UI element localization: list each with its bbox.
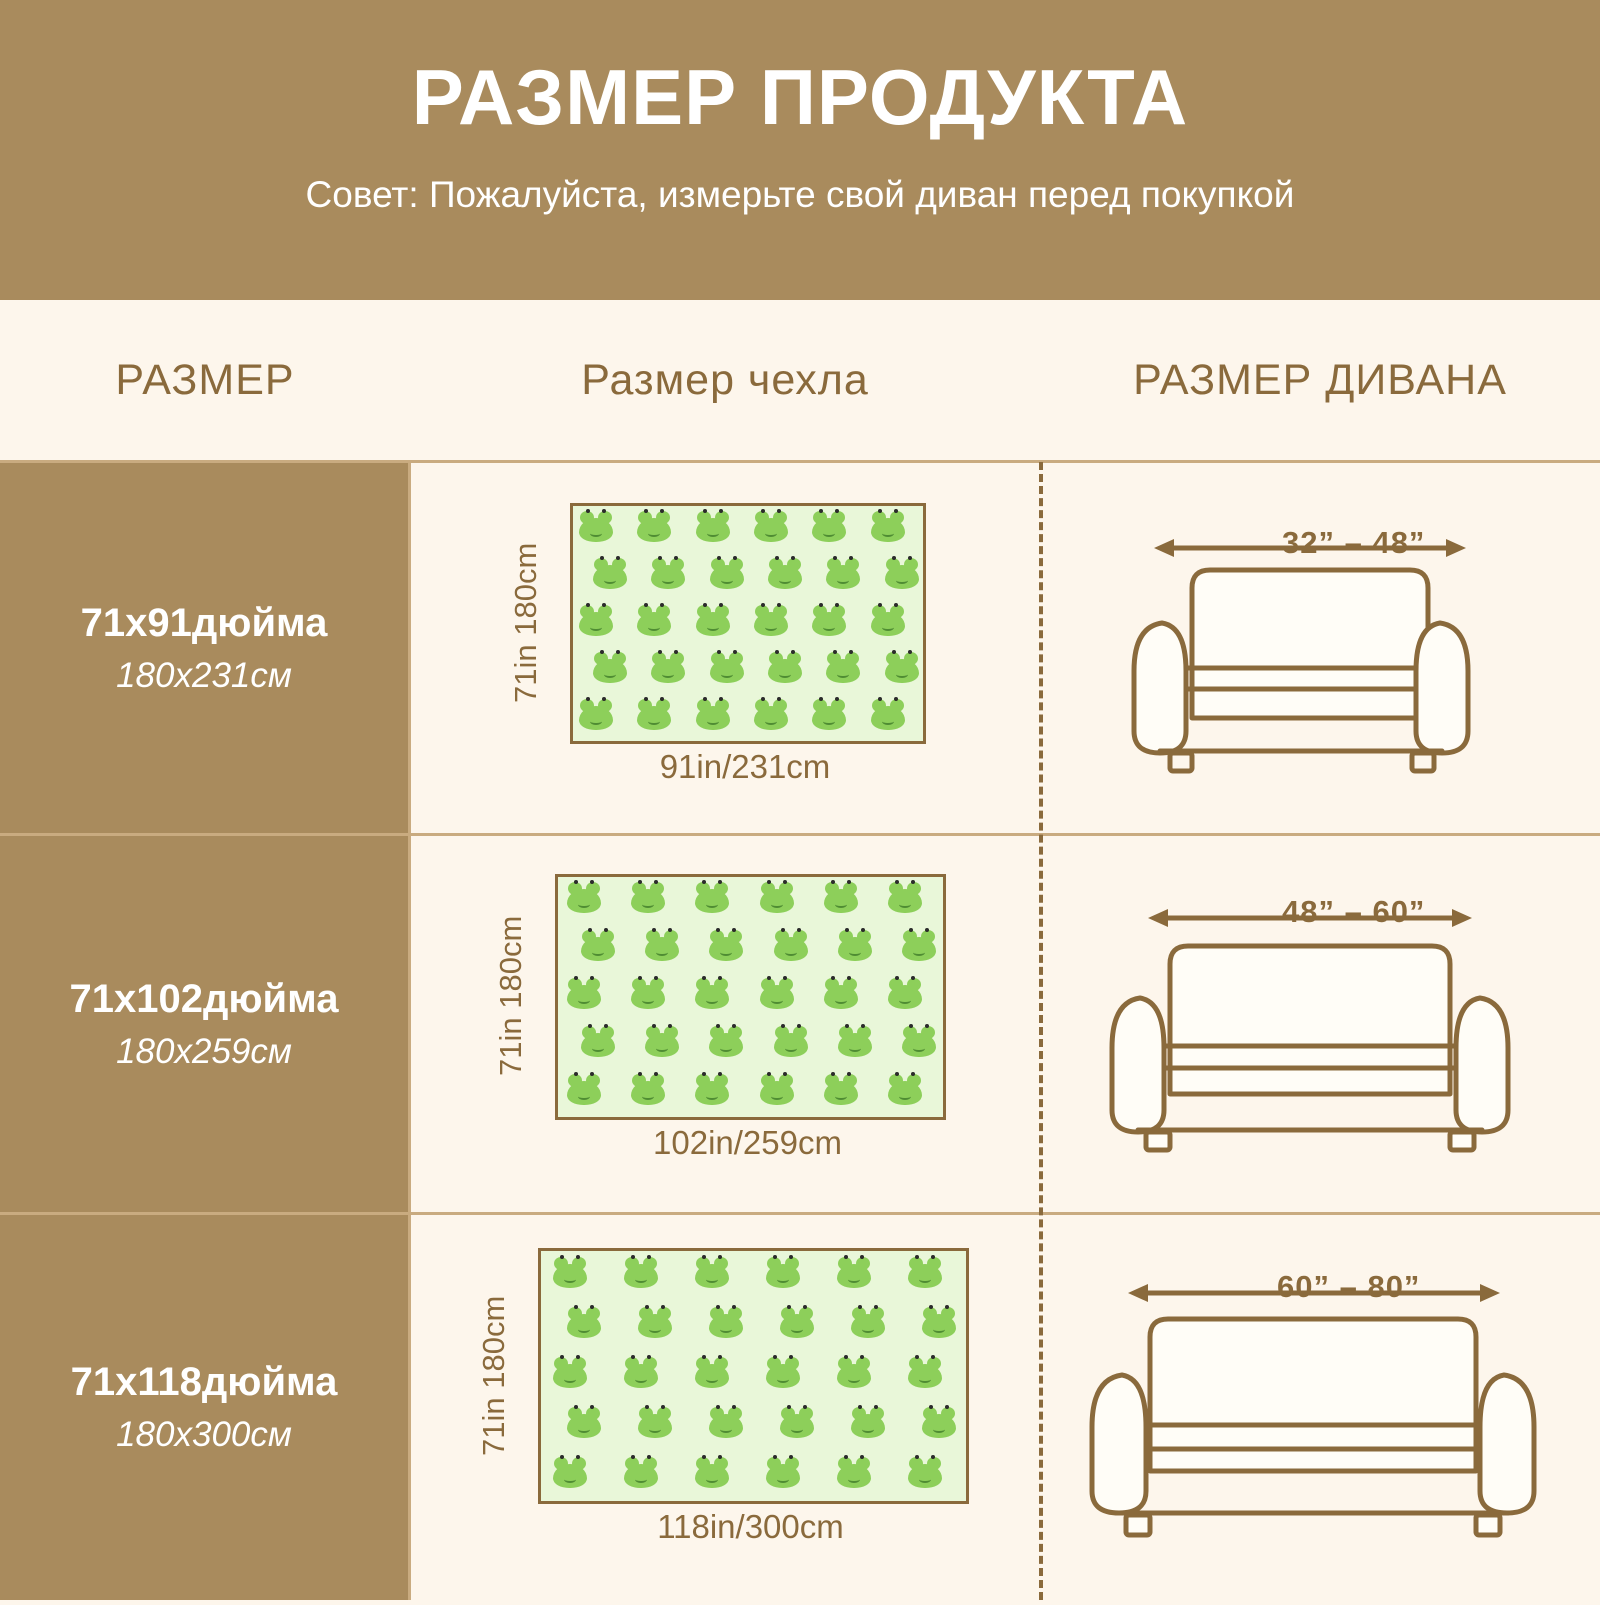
sofa-icon-1 xyxy=(1042,463,1600,833)
cover-rectangle-2 xyxy=(555,874,946,1120)
frog-face-icon xyxy=(895,1451,966,1501)
frog-face-icon xyxy=(683,1351,754,1401)
frog-face-icon xyxy=(686,925,750,973)
size-cm-3: 180x300см xyxy=(116,1415,292,1455)
frog-face-icon xyxy=(754,1301,825,1351)
frog-face-icon xyxy=(541,1351,612,1401)
frog-face-icon xyxy=(683,1401,754,1451)
size-cm-2: 180x259см xyxy=(116,1031,292,1071)
cover-diagram-3 xyxy=(410,1215,1040,1600)
frog-face-icon xyxy=(612,1301,683,1351)
cover-height-label-1: 71in 180cm xyxy=(508,542,543,704)
frog-face-icon xyxy=(806,694,864,741)
frog-face-icon xyxy=(558,973,622,1021)
frog-face-icon xyxy=(622,877,686,925)
sofa-diagram-1 xyxy=(1042,463,1600,833)
cover-diagram-1 xyxy=(410,463,1040,833)
frog-face-icon xyxy=(815,925,879,973)
frog-face-icon xyxy=(748,600,806,647)
frog-face-icon xyxy=(748,506,806,553)
frog-face-icon xyxy=(865,694,923,741)
frog-face-icon xyxy=(631,647,689,694)
frog-face-icon xyxy=(631,506,689,553)
frog-face-icon xyxy=(573,600,631,647)
size-inches-1: 71x91дюйма xyxy=(80,600,328,645)
frog-face-icon xyxy=(612,1351,683,1401)
frog-face-icon xyxy=(750,877,814,925)
sofa-diagram-3 xyxy=(1042,1215,1600,1600)
frog-face-icon xyxy=(558,925,622,973)
frog-face-icon xyxy=(683,1451,754,1501)
frog-face-icon xyxy=(631,694,689,741)
frog-face-icon xyxy=(815,1021,879,1069)
frog-face-icon xyxy=(690,694,748,741)
sofa-width-label-1: 32” – 48” xyxy=(1282,525,1426,560)
frog-face-icon xyxy=(879,877,943,925)
cover-width-label-1: 91in/231cm xyxy=(659,748,831,785)
frog-face-icon xyxy=(573,553,631,600)
frog-face-icon xyxy=(622,925,686,973)
cover-height-label-2: 71in 180cm xyxy=(493,915,528,1077)
frog-face-icon xyxy=(541,1301,612,1351)
frog-face-icon xyxy=(690,647,748,694)
frog-face-icon xyxy=(754,1251,825,1301)
frog-face-icon xyxy=(573,647,631,694)
frog-face-icon xyxy=(622,973,686,1021)
frog-face-icon xyxy=(895,1301,966,1351)
column-header-row xyxy=(0,300,1600,460)
frog-face-icon xyxy=(806,553,864,600)
frog-face-icon xyxy=(750,1021,814,1069)
frog-face-icon xyxy=(748,694,806,741)
frog-face-icon xyxy=(558,877,622,925)
frog-face-icon xyxy=(824,1401,895,1451)
column-header-cover: Размер чехла xyxy=(581,355,869,404)
size-cell-row-3 xyxy=(0,1215,408,1600)
frog-face-icon xyxy=(865,506,923,553)
frog-face-icon xyxy=(690,506,748,553)
frog-face-icon xyxy=(879,973,943,1021)
frog-face-icon xyxy=(815,973,879,1021)
sofa-width-label-3: 60” – 80” xyxy=(1277,1269,1421,1304)
frog-pattern-2 xyxy=(558,877,943,1117)
frog-pattern-1 xyxy=(573,506,923,741)
header-banner xyxy=(0,0,1600,300)
frog-face-icon xyxy=(690,553,748,600)
frog-face-icon xyxy=(686,973,750,1021)
frog-face-icon xyxy=(824,1301,895,1351)
cover-rectangle-1 xyxy=(570,503,926,744)
page-subtitle: Совет: Пожалуйста, измерьте свой диван перед покупкой xyxy=(305,174,1295,215)
size-cell-row-2 xyxy=(0,836,408,1212)
size-cell-row-1 xyxy=(0,463,408,833)
frog-face-icon xyxy=(622,1021,686,1069)
frog-face-icon xyxy=(690,600,748,647)
frog-face-icon xyxy=(631,553,689,600)
frog-face-icon xyxy=(748,647,806,694)
frog-face-icon xyxy=(895,1351,966,1401)
size-inches-2: 71x102дюйма xyxy=(69,976,339,1021)
frog-face-icon xyxy=(748,553,806,600)
frog-face-icon xyxy=(815,877,879,925)
frog-face-icon xyxy=(683,1301,754,1351)
frog-face-icon xyxy=(879,925,943,973)
frog-face-icon xyxy=(895,1401,966,1451)
column-header-sofa: РАЗМЕР ДИВАНА xyxy=(1133,355,1507,404)
sofa-width-label-2: 48” – 60” xyxy=(1282,894,1426,929)
sofa-icon-2 xyxy=(1042,836,1600,1212)
frog-face-icon xyxy=(750,973,814,1021)
frog-face-icon xyxy=(806,600,864,647)
frog-face-icon xyxy=(754,1401,825,1451)
frog-face-icon xyxy=(750,925,814,973)
frog-face-icon xyxy=(754,1351,825,1401)
frog-face-icon xyxy=(815,1069,879,1117)
frog-face-icon xyxy=(683,1251,754,1301)
frog-face-icon xyxy=(631,600,689,647)
frog-face-icon xyxy=(879,1021,943,1069)
frog-face-icon xyxy=(573,506,631,553)
frog-face-icon xyxy=(824,1251,895,1301)
frog-face-icon xyxy=(754,1451,825,1501)
sofa-diagram-2 xyxy=(1042,836,1600,1212)
frog-face-icon xyxy=(865,647,923,694)
frog-face-icon xyxy=(541,1451,612,1501)
cover-diagram-2 xyxy=(410,836,1040,1212)
frog-face-icon xyxy=(686,1021,750,1069)
frog-face-icon xyxy=(750,1069,814,1117)
column-header-size: РАЗМЕР xyxy=(115,355,295,404)
frog-face-icon xyxy=(541,1401,612,1451)
frog-pattern-3 xyxy=(541,1251,966,1501)
frog-face-icon xyxy=(686,877,750,925)
frog-face-icon xyxy=(879,1069,943,1117)
size-cm-1: 180x231см xyxy=(116,655,292,695)
frog-face-icon xyxy=(806,506,864,553)
page-title: РАЗМЕР ПРОДУКТА xyxy=(411,53,1189,141)
cover-height-label-3: 71in 180cm xyxy=(476,1295,511,1456)
size-inches-3: 71x118дюйма xyxy=(70,1360,338,1405)
frog-face-icon xyxy=(865,553,923,600)
frog-face-icon xyxy=(686,1069,750,1117)
frog-face-icon xyxy=(612,1251,683,1301)
frog-face-icon xyxy=(573,694,631,741)
cover-width-label-3: 118in/300cm xyxy=(657,1508,844,1545)
frog-face-icon xyxy=(806,647,864,694)
frog-face-icon xyxy=(612,1451,683,1501)
frog-face-icon xyxy=(622,1069,686,1117)
frog-face-icon xyxy=(824,1351,895,1401)
frog-face-icon xyxy=(612,1401,683,1451)
frog-face-icon xyxy=(824,1451,895,1501)
frog-face-icon xyxy=(895,1251,966,1301)
frog-face-icon xyxy=(558,1069,622,1117)
frog-face-icon xyxy=(558,1021,622,1069)
cover-rectangle-3 xyxy=(538,1248,969,1504)
frog-face-icon xyxy=(541,1251,612,1301)
cover-width-label-2: 102in/259cm xyxy=(653,1124,842,1161)
frog-face-icon xyxy=(865,600,923,647)
